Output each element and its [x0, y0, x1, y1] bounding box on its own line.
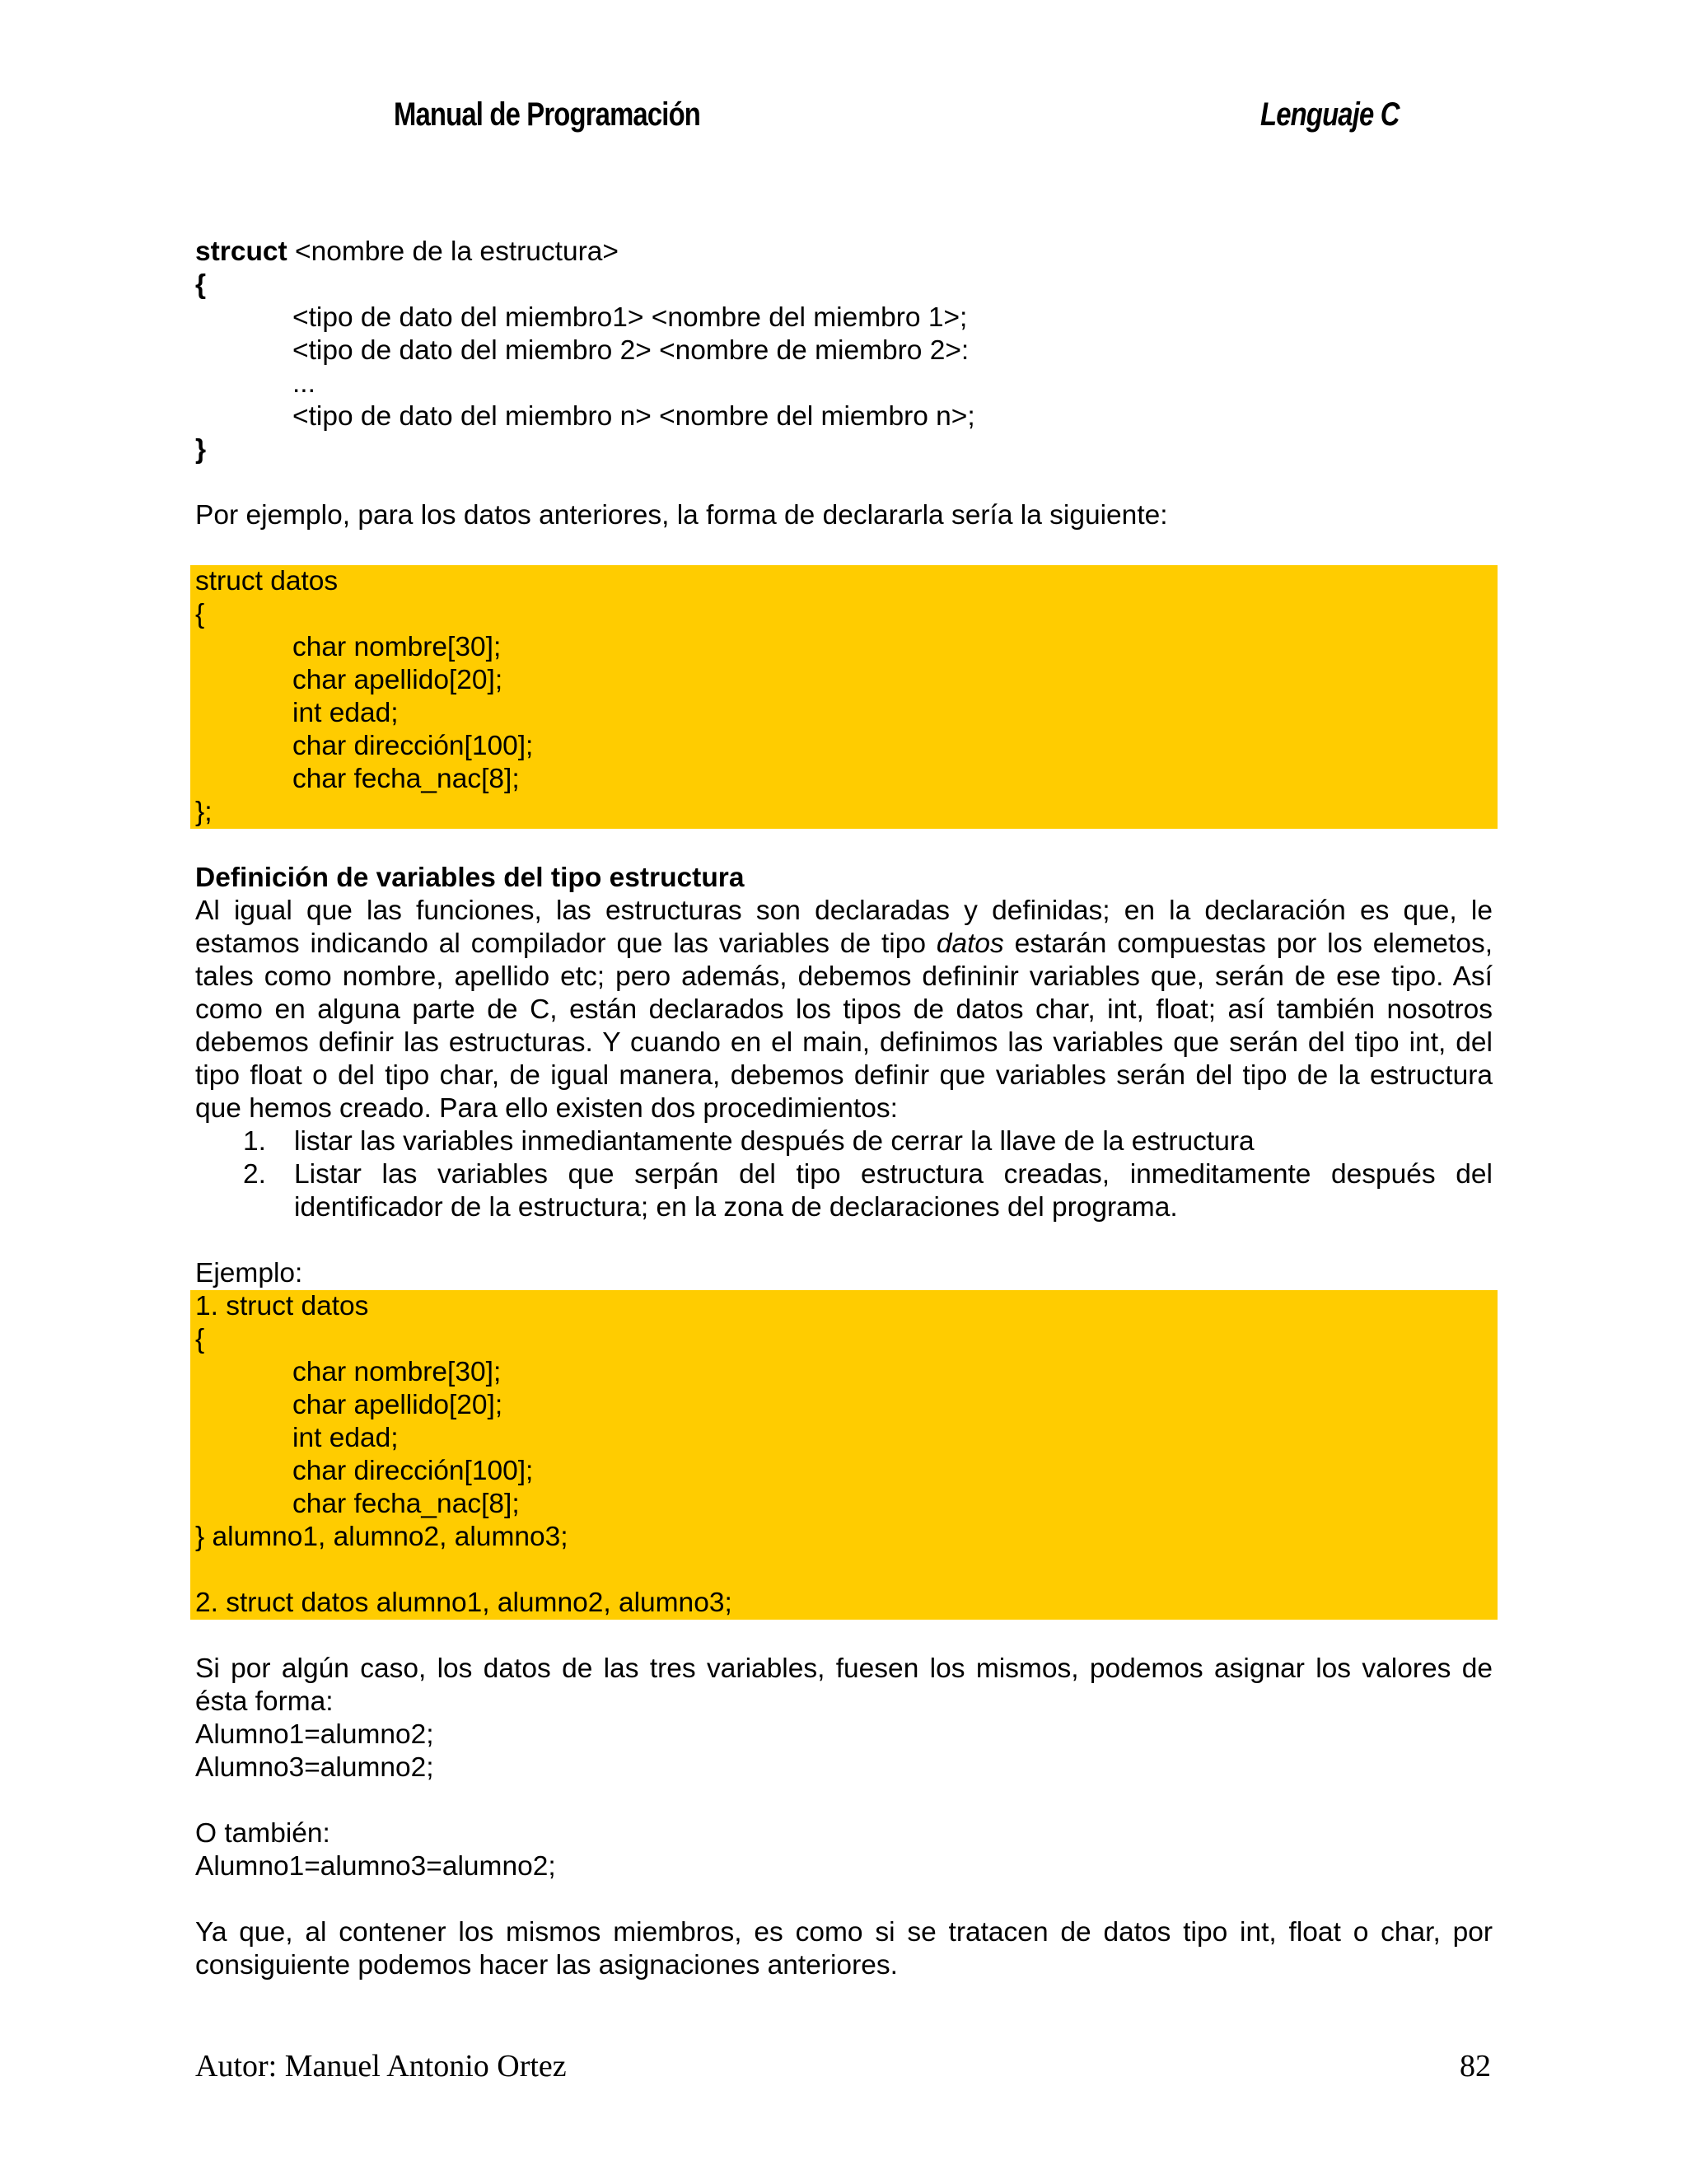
- paragraph-label: O también:: [195, 1818, 330, 1849]
- code-line: char apellido[20];: [292, 665, 503, 695]
- syntax-member: ...: [292, 368, 315, 399]
- intro-example: Por ejemplo, para los datos anteriores, la forma de declararla sería la siguiente:: [195, 500, 1168, 531]
- page-body: [195, 236, 1493, 1982]
- code-line: char fecha_nac[8];: [292, 764, 520, 794]
- page-number: 82: [1460, 2049, 1491, 2083]
- code-block-example: [190, 1290, 1498, 1620]
- paragraph: Ya que, al contener los mismos miembros, es como si se tratacen de datos tipo int, float o char, por consiguiente podemos hacer las asignaciones anteriores.: [195, 1917, 1493, 1981]
- code-line: char dirección[100];: [292, 1456, 534, 1486]
- code-line: 1. struct datos: [195, 1291, 369, 1321]
- syntax-name: <nombre de la estructura>: [287, 236, 619, 267]
- code-line: };: [195, 797, 213, 827]
- code-line: char nombre[30];: [292, 1357, 502, 1387]
- code-line: } alumno1, alumno2, alumno3;: [195, 1522, 568, 1552]
- footer-author: Autor: Manuel Antonio Ortez: [195, 2049, 567, 2083]
- struct-syntax: [195, 236, 1493, 466]
- syntax-member: <tipo de dato del miembro n> <nombre del miembro n>;: [292, 401, 975, 432]
- emphasis-datos: datos: [936, 928, 1004, 959]
- header-title: Manual de Programación: [394, 96, 701, 133]
- code-line: struct datos: [195, 566, 339, 596]
- code-line: 2. struct datos alumno1, alumno2, alumno3;: [195, 1588, 732, 1618]
- code-block-struct-datos: [190, 565, 1498, 829]
- section-paragraph: Al igual que las funciones, las estructuras son declaradas y definidas; en la declaración es que, le estamos indicando al compilador que las variables de tipo datos estarán compuestas por los elemetos, tales como nombre, apellido etc; pero además, debemos defininir variables que, serán de ese tipo. Así como en alguna parte de C, están declarados los tipos de datos char, int, float; así también nosotros debemos definir las estructuras. Y cuando en el main, definimos las variables que serán del tipo int, del tipo float o del tipo char, de igual manera, debemos definir que variables serán del tipo de la estructura que hemos creado. Para ello existen dos procedimientos:: [195, 896, 1493, 1124]
- section-heading: Definición de variables del tipo estructura: [195, 863, 745, 893]
- code-line: int edad;: [292, 698, 399, 728]
- code-statement: Alumno1=alumno2;: [195, 1719, 434, 1750]
- code-line: int edad;: [292, 1423, 399, 1453]
- code-line: {: [195, 1324, 205, 1354]
- ejemplo-label: Ejemplo:: [195, 1258, 303, 1288]
- list-item: 2. Listar las variables que serpán del tipo estructura creadas, inmeditamente después del identificador de la estructura; en la zona de declaraciones del programa.: [243, 1159, 1493, 1223]
- code-line: {: [195, 599, 205, 629]
- procedure-list: [195, 1125, 1493, 1224]
- syntax-open-brace: {: [195, 269, 207, 300]
- syntax-close-brace: }: [195, 434, 207, 465]
- paragraph: Si por algún caso, los datos de las tres variables, fuesen los mismos, podemos asignar los valores de ésta forma:: [195, 1653, 1493, 1717]
- code-line: char fecha_nac[8];: [292, 1489, 520, 1519]
- code-line: char apellido[20];: [292, 1390, 503, 1420]
- code-statement: Alumno3=alumno2;: [195, 1752, 434, 1783]
- list-item: 1. listar las variables inmediantamente después de cerrar la llave de la estructura: [243, 1126, 1255, 1157]
- header-subject: Lenguaje C: [1260, 96, 1400, 133]
- code-line: char dirección[100];: [292, 731, 534, 761]
- syntax-member: <tipo de dato del miembro 2> <nombre de miembro 2>:: [292, 335, 970, 366]
- code-statement: Alumno1=alumno3=alumno2;: [195, 1851, 556, 1882]
- syntax-member: <tipo de dato del miembro1> <nombre del miembro 1>;: [292, 302, 968, 333]
- code-line: char nombre[30];: [292, 632, 502, 662]
- syntax-keyword: strcuct: [195, 236, 287, 267]
